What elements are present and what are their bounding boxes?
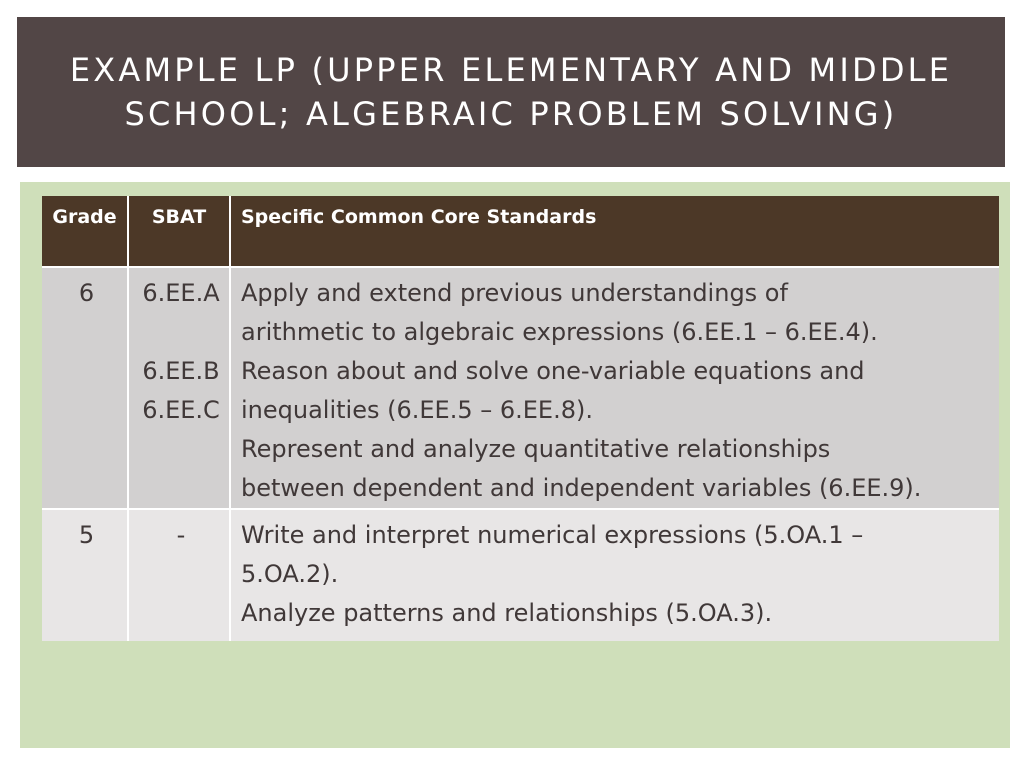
standard-line: arithmetic to algebraic expressions (6.EE.1 – 6.EE.4). bbox=[241, 318, 878, 346]
sbat-code: 6.EE.B bbox=[142, 357, 220, 385]
header-standards: Specific Common Core Standards bbox=[241, 206, 597, 228]
table-row bbox=[42, 509, 999, 641]
header-sbat: SBAT bbox=[128, 196, 230, 267]
sbat-code: - bbox=[176, 521, 186, 549]
title-bar bbox=[17, 17, 1005, 167]
sbat-code: 6.EE.A bbox=[142, 279, 220, 307]
standard-line: Analyze patterns and relationships (5.OA.3). bbox=[241, 599, 773, 627]
standard-line: between dependent and independent variables (6.EE.9). bbox=[241, 474, 922, 502]
sbat-code: 6.EE.C bbox=[142, 396, 220, 424]
standards-table bbox=[42, 196, 999, 641]
sbat-spacer bbox=[139, 313, 223, 352]
standard-line: 5.OA.2). bbox=[241, 560, 339, 588]
sbat-cell bbox=[128, 267, 230, 509]
header-grade: Grade bbox=[42, 196, 128, 267]
grade-cell: 6 bbox=[42, 267, 128, 509]
content-panel bbox=[20, 182, 1010, 748]
grade-cell: 5 bbox=[42, 509, 128, 641]
slide-title: EXAMPLE LP (UPPER ELEMENTARY AND MIDDLE SCHOOL; ALGEBRAIC PROBLEM SOLVING) bbox=[69, 51, 953, 133]
table-row bbox=[42, 267, 999, 509]
standards-cell bbox=[230, 509, 999, 641]
standard-line: Represent and analyze quantitative relationships bbox=[241, 435, 831, 463]
standard-line: Apply and extend previous understandings of bbox=[241, 279, 788, 307]
standard-line: inequalities (6.EE.5 – 6.EE.8). bbox=[241, 396, 593, 424]
table-header-row bbox=[42, 196, 999, 267]
sbat-cell bbox=[128, 509, 230, 641]
standard-line: Write and interpret numerical expressions (5.OA.1 – bbox=[241, 521, 864, 549]
standards-cell bbox=[230, 267, 999, 509]
standard-line: Reason about and solve one-variable equations and bbox=[241, 357, 865, 385]
